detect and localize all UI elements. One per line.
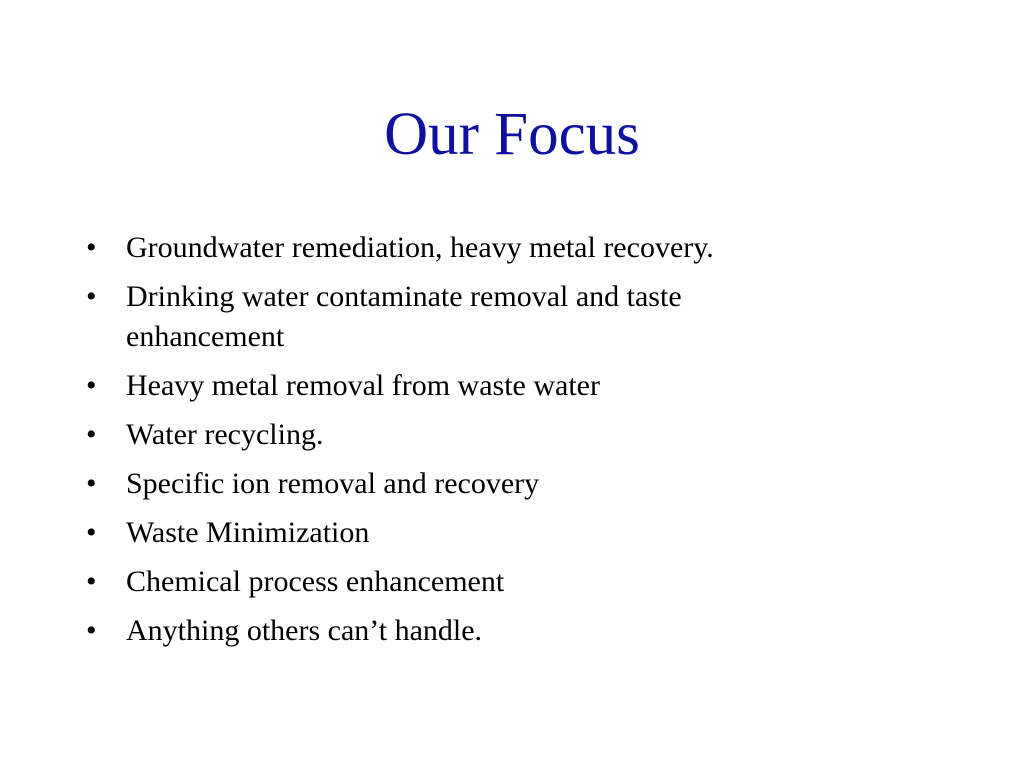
list-item: [86, 366, 946, 406]
bullet-icon: •: [86, 231, 97, 264]
list-item: [86, 228, 946, 268]
slide-title: Our Focus: [384, 101, 640, 168]
bullet-text: Anything others can’t handle.: [126, 614, 483, 647]
bullet-text: Waste Minimization: [126, 516, 370, 549]
list-item: [86, 611, 946, 651]
bullet-icon: •: [86, 280, 97, 313]
bullet-text: Drinking water contaminate removal and taste enhancement: [126, 280, 682, 353]
bullet-icon: •: [86, 614, 97, 647]
bullet-icon: •: [86, 369, 97, 402]
bullet-text: Specific ion removal and recovery: [126, 467, 540, 500]
bullet-icon: •: [86, 418, 97, 451]
list-item: [86, 464, 946, 504]
bullet-text: Groundwater remediation, heavy metal recovery.: [126, 231, 714, 264]
bullet-text: Heavy metal removal from waste water: [126, 369, 600, 402]
list-item: [86, 513, 946, 553]
bullet-icon: •: [86, 467, 97, 500]
list-item: [86, 277, 946, 357]
list-item: [86, 415, 946, 455]
list-item: [86, 562, 946, 602]
bullet-text: Water recycling.: [126, 418, 324, 451]
bullet-icon: •: [86, 516, 97, 549]
bullet-list: [86, 228, 946, 660]
bullet-text: Chemical process enhancement: [126, 565, 505, 598]
bullet-icon: •: [86, 565, 97, 598]
